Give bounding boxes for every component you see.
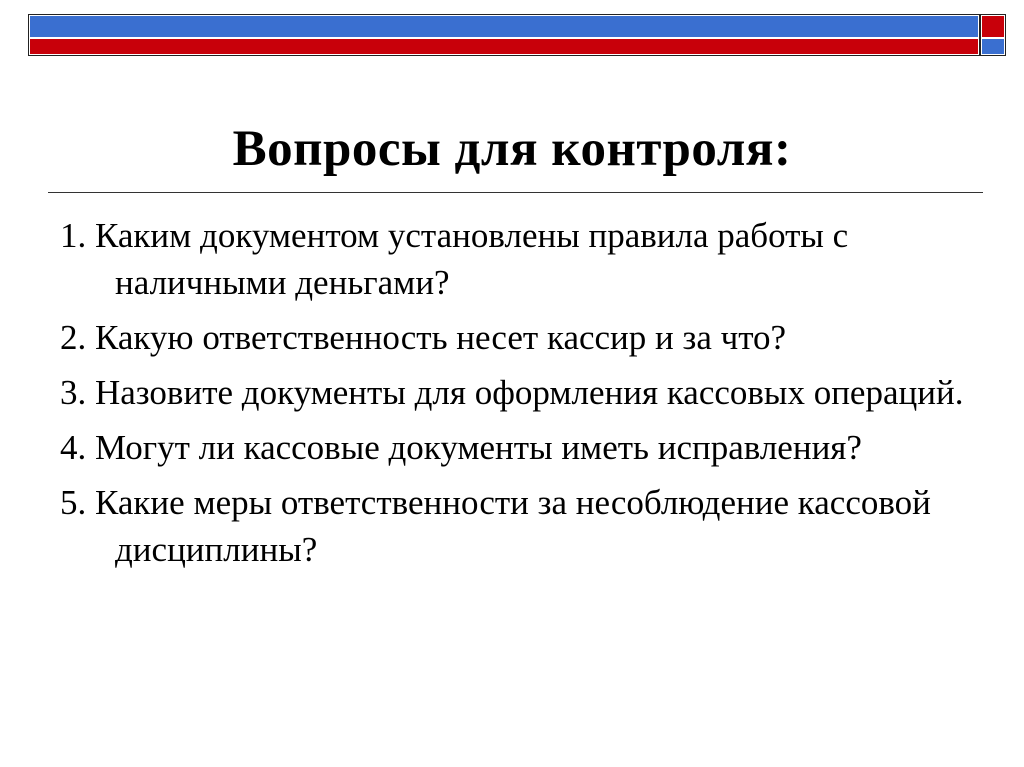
question-item-5: 5. Какие меры ответственности за несоблюдение кассовой дисциплины? [60,483,931,569]
question-item-1: 1. Каким документом установлены правила работы с наличными деньгами? [60,216,849,302]
title-divider [48,192,983,193]
question-item-2: 2. Какую ответственность несет кассир и за что? [60,318,787,357]
header-square-blue [982,39,1004,54]
header-square-divider [979,15,981,55]
header-stripe-blue [30,16,978,37]
slide-title: Вопросы для контроля: [232,121,792,177]
question-item-3: 3. Назовите документы для оформления кассовых операций. [60,373,964,412]
header-square-red [982,16,1004,37]
header-stripe-red [30,39,978,54]
question-item-4: 4. Могут ли кассовые документы иметь исправления? [60,428,862,467]
question-list [60,212,980,581]
